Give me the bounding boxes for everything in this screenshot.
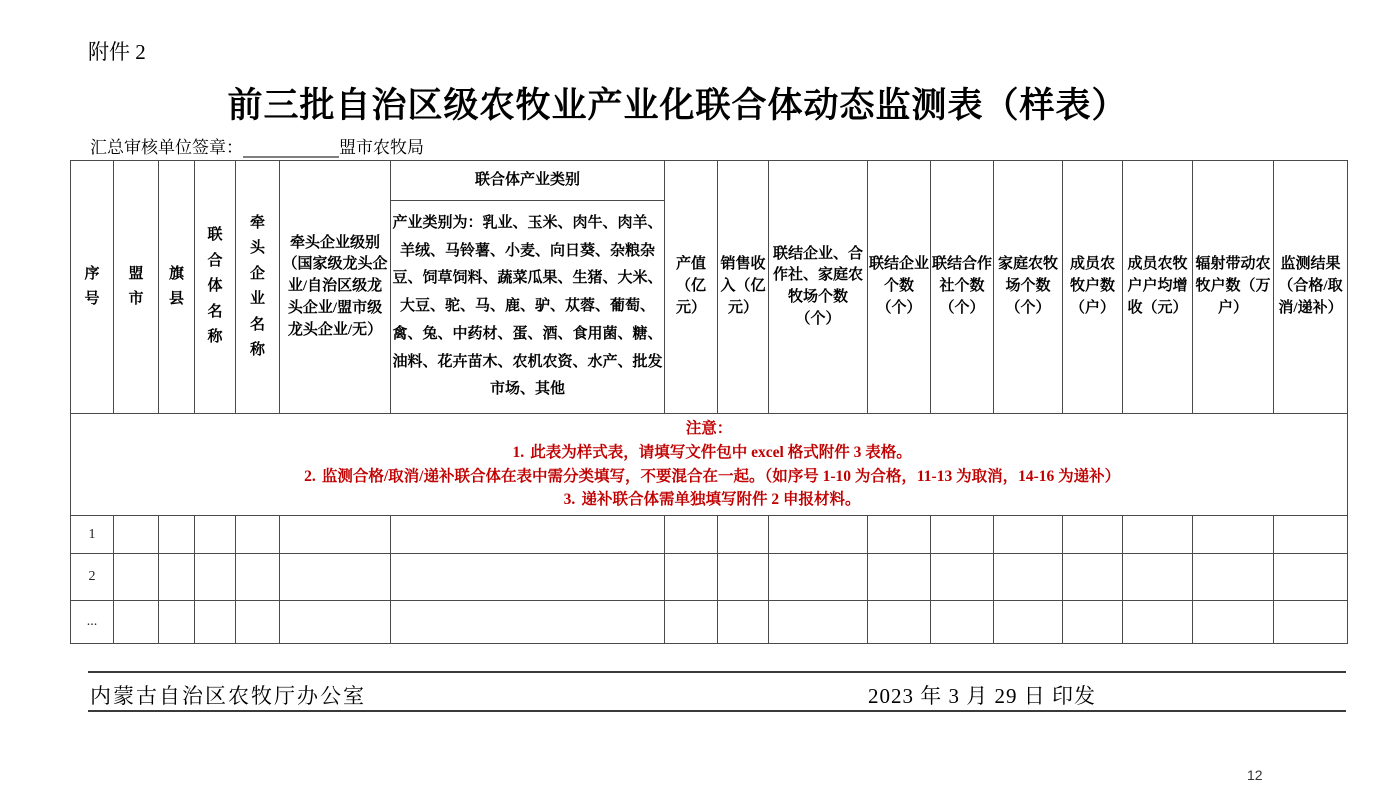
page-number: 12 [1247, 767, 1263, 783]
signature-line [90, 133, 424, 158]
monitoring-table [70, 160, 1348, 644]
page-title: 前三批自治区级农牧业产业化联合体动态监测表（样表） [227, 86, 1128, 125]
notes-cell [71, 414, 1348, 516]
footer-issuing-office: 内蒙古自治区农牧厅办公室 [90, 684, 366, 708]
note-number-2: 2. [304, 467, 316, 485]
notes-title: 注意： [685, 420, 733, 438]
header-sales-revenue: 销售收入（亿元） [718, 161, 769, 414]
note-number-3: 3. [563, 491, 576, 509]
industry-category-description: 产业类别为：乳业、玉米、肉牛、肉羊、羊绒、马铃薯、小麦、向日葵、杂粮杂豆、饲草饲料、蔬菜瓜果、生猪、大米、大豆、驼、马、鹿、驴、苁蓉、葡萄、禽、兔、中药材、蛋、酒、食用菌、糖、油料、花卉苗木、农机农资、水产、批发市场、其他 [391, 201, 665, 414]
note-number-1: 1. [512, 443, 525, 461]
header-radiated-household-count: 辐射带动农牧户数（万户） [1193, 161, 1274, 414]
header-lead-enterprise-name: 牵头企业名称 [236, 161, 280, 414]
header-league-city: 盟市 [114, 161, 159, 414]
header-banner-county: 旗县 [159, 161, 195, 414]
header-consortium-name: 联合体名称 [195, 161, 236, 414]
note-text-1: 此表为样式表，请填写文件包中 excel 格式附件 3 表格。 [530, 443, 912, 461]
table-row-1 [71, 516, 1348, 554]
signature-blank-underline [243, 138, 339, 158]
header-lead-enterprise-level: 牵头企业级别（国家级龙头企业/自治区级龙头企业/盟市级龙头企业/无） [280, 161, 391, 414]
attachment-label: 附件 2 [88, 40, 146, 64]
footer-rule-top [88, 671, 1346, 673]
table-row-2 [71, 554, 1348, 601]
note-item-3 [71, 488, 1347, 512]
footer-rule-bottom [88, 710, 1346, 712]
header-member-income-increase: 成员农牧户户均增收（元） [1123, 161, 1193, 414]
header-serial-number: 序号 [71, 161, 114, 414]
header-linked-total-count: 联结企业、合作社、家庭农牧场个数（个） [769, 161, 868, 414]
note-text-2: 监测合格/取消/递补联合体在表中需分类填写，不要混合在一起。（如序号 1-10 为合格，11-13 为取消，14-16 为递补） [321, 467, 1121, 485]
footer-issue-date: 2023 年 3 月 29 日 印发 [868, 684, 1096, 708]
table-row-ellipsis [71, 601, 1348, 644]
signature-suffix: 盟市农牧局 [339, 138, 424, 157]
note-item-1 [71, 441, 1347, 465]
note-text-3: 递补联合体需单独填写附件 2 申报材料。 [581, 491, 861, 509]
header-family-farm-count: 家庭农牧场个数（个） [994, 161, 1063, 414]
row-serial: ... [71, 601, 114, 644]
header-industry-category: 联合体产业类别 [391, 161, 665, 201]
row-serial: 1 [71, 516, 114, 554]
header-monitoring-result: 监测结果（合格/取消/递补） [1274, 161, 1348, 414]
note-item-2 [71, 465, 1347, 489]
row-serial: 2 [71, 554, 114, 601]
signature-label: 汇总审核单位签章： [90, 138, 243, 157]
header-linked-enterprise-count: 联结企业个数（个） [868, 161, 931, 414]
header-output-value: 产值（亿元） [665, 161, 718, 414]
header-member-household-count: 成员农牧户数（户） [1063, 161, 1123, 414]
header-linked-cooperative-count: 联结合作社个数（个） [931, 161, 994, 414]
